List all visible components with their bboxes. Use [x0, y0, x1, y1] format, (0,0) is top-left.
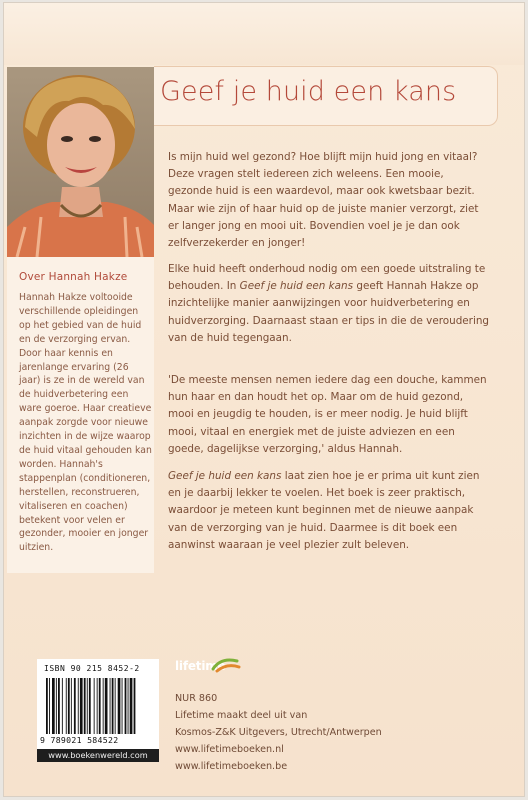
barcode-icon [44, 678, 154, 736]
book-title-inline: Geef je huid een kans [168, 470, 282, 482]
body-paragraph-4: Geef je huid een kans laat zien hoe je er prima uit kunt zien en je daarbij lekker te voelen. Het boek is zeer praktisch, waardoor je meteen kunt beginnen met de nieuwe aanpak van de verzorging van je huid. Daarmee is dit boek een aanwinst waaraan je veel plezier zult beleven. [168, 470, 480, 551]
body-paragraph-2: Elke huid heeft onderhoud nodig om een goede uitstraling te behouden. In Geef je huid een kans geeft Hannah Hakze op inzichtelijke manier aanwijzingen voor huidverbetering en huidverzorging. Daarnaast staan er tips in die de veroudering van de huid tegengaan. [168, 263, 490, 344]
body-paragraph-3: 'De meeste mensen nemen iedere dag een douche, kammen hun haar en dan houdt het op. Maar om de huid gezond, mooi en jeugdig te houden, is er meer nodig. Je huid blijft mooi, vitaal en energiek met de juiste adviezen en een goede, dagelijkse verzorging,' aldus Hannah. [168, 374, 487, 455]
publisher-url-be: www.lifetimeboeken.be [175, 761, 288, 772]
book-title: Geef je huid een kans [160, 76, 457, 107]
lifetime-logo-icon [207, 655, 243, 675]
author-bio-text: Hannah Hakze voltooide verschillende opleidingen op het gebied van de huid en de verzorging ervan. Door haar kennis en jarenlange ervaring (26 jaar) is ze in de wereld van de huidverbetering een ware goeroe. Haar creatieve aanpak zorgde voor nieuwe inzichten in de wijze waarop de huid vitaal gehouden kan worden. Hannah's stappenplan (conditioneren, herstellen, reconstrueren, vitaliseren en coachen) betekent voor velen er gezonder, mooier en jonger uitzien. [19, 292, 152, 554]
boekenwereld-url: www.boekenwereld.com [48, 750, 148, 760]
nur-code: NUR 860 [175, 693, 218, 704]
publisher-line-1: Lifetime maakt deel uit van [175, 710, 308, 721]
publisher-url-nl: www.lifetimeboeken.nl [175, 744, 284, 755]
publisher-line-2: Kosmos-Z&K Uitgevers, Utrecht/Antwerpen [175, 727, 382, 738]
isbn-number: ISBN 90 215 8452-2 [44, 664, 140, 673]
top-band [4, 3, 524, 65]
body-paragraph-1: Is mijn huid wel gezond? Hoe blijft mijn huid jong en vitaal? Deze vragen stelt iedereen zich weleens. Een mooie, gezonde huid is een waardevol, maar ook kwetsbaar bezit. Maar wie zijn of haar huid op de juiste manier verzorgt, ziet er langer jong en mooi uit. Bovendien voel je je dan ook zelfverzekerder en jonger! [168, 151, 479, 250]
lifetime-logo-text: lifetime [175, 659, 226, 673]
book-title-inline: Geef je huid een kans [239, 280, 354, 293]
author-photo [7, 67, 154, 257]
publisher-info [175, 690, 435, 775]
barcode-digits: 9 789021 584522 [40, 735, 119, 745]
author-bio-heading: Over Hannah Hakze [19, 271, 128, 283]
